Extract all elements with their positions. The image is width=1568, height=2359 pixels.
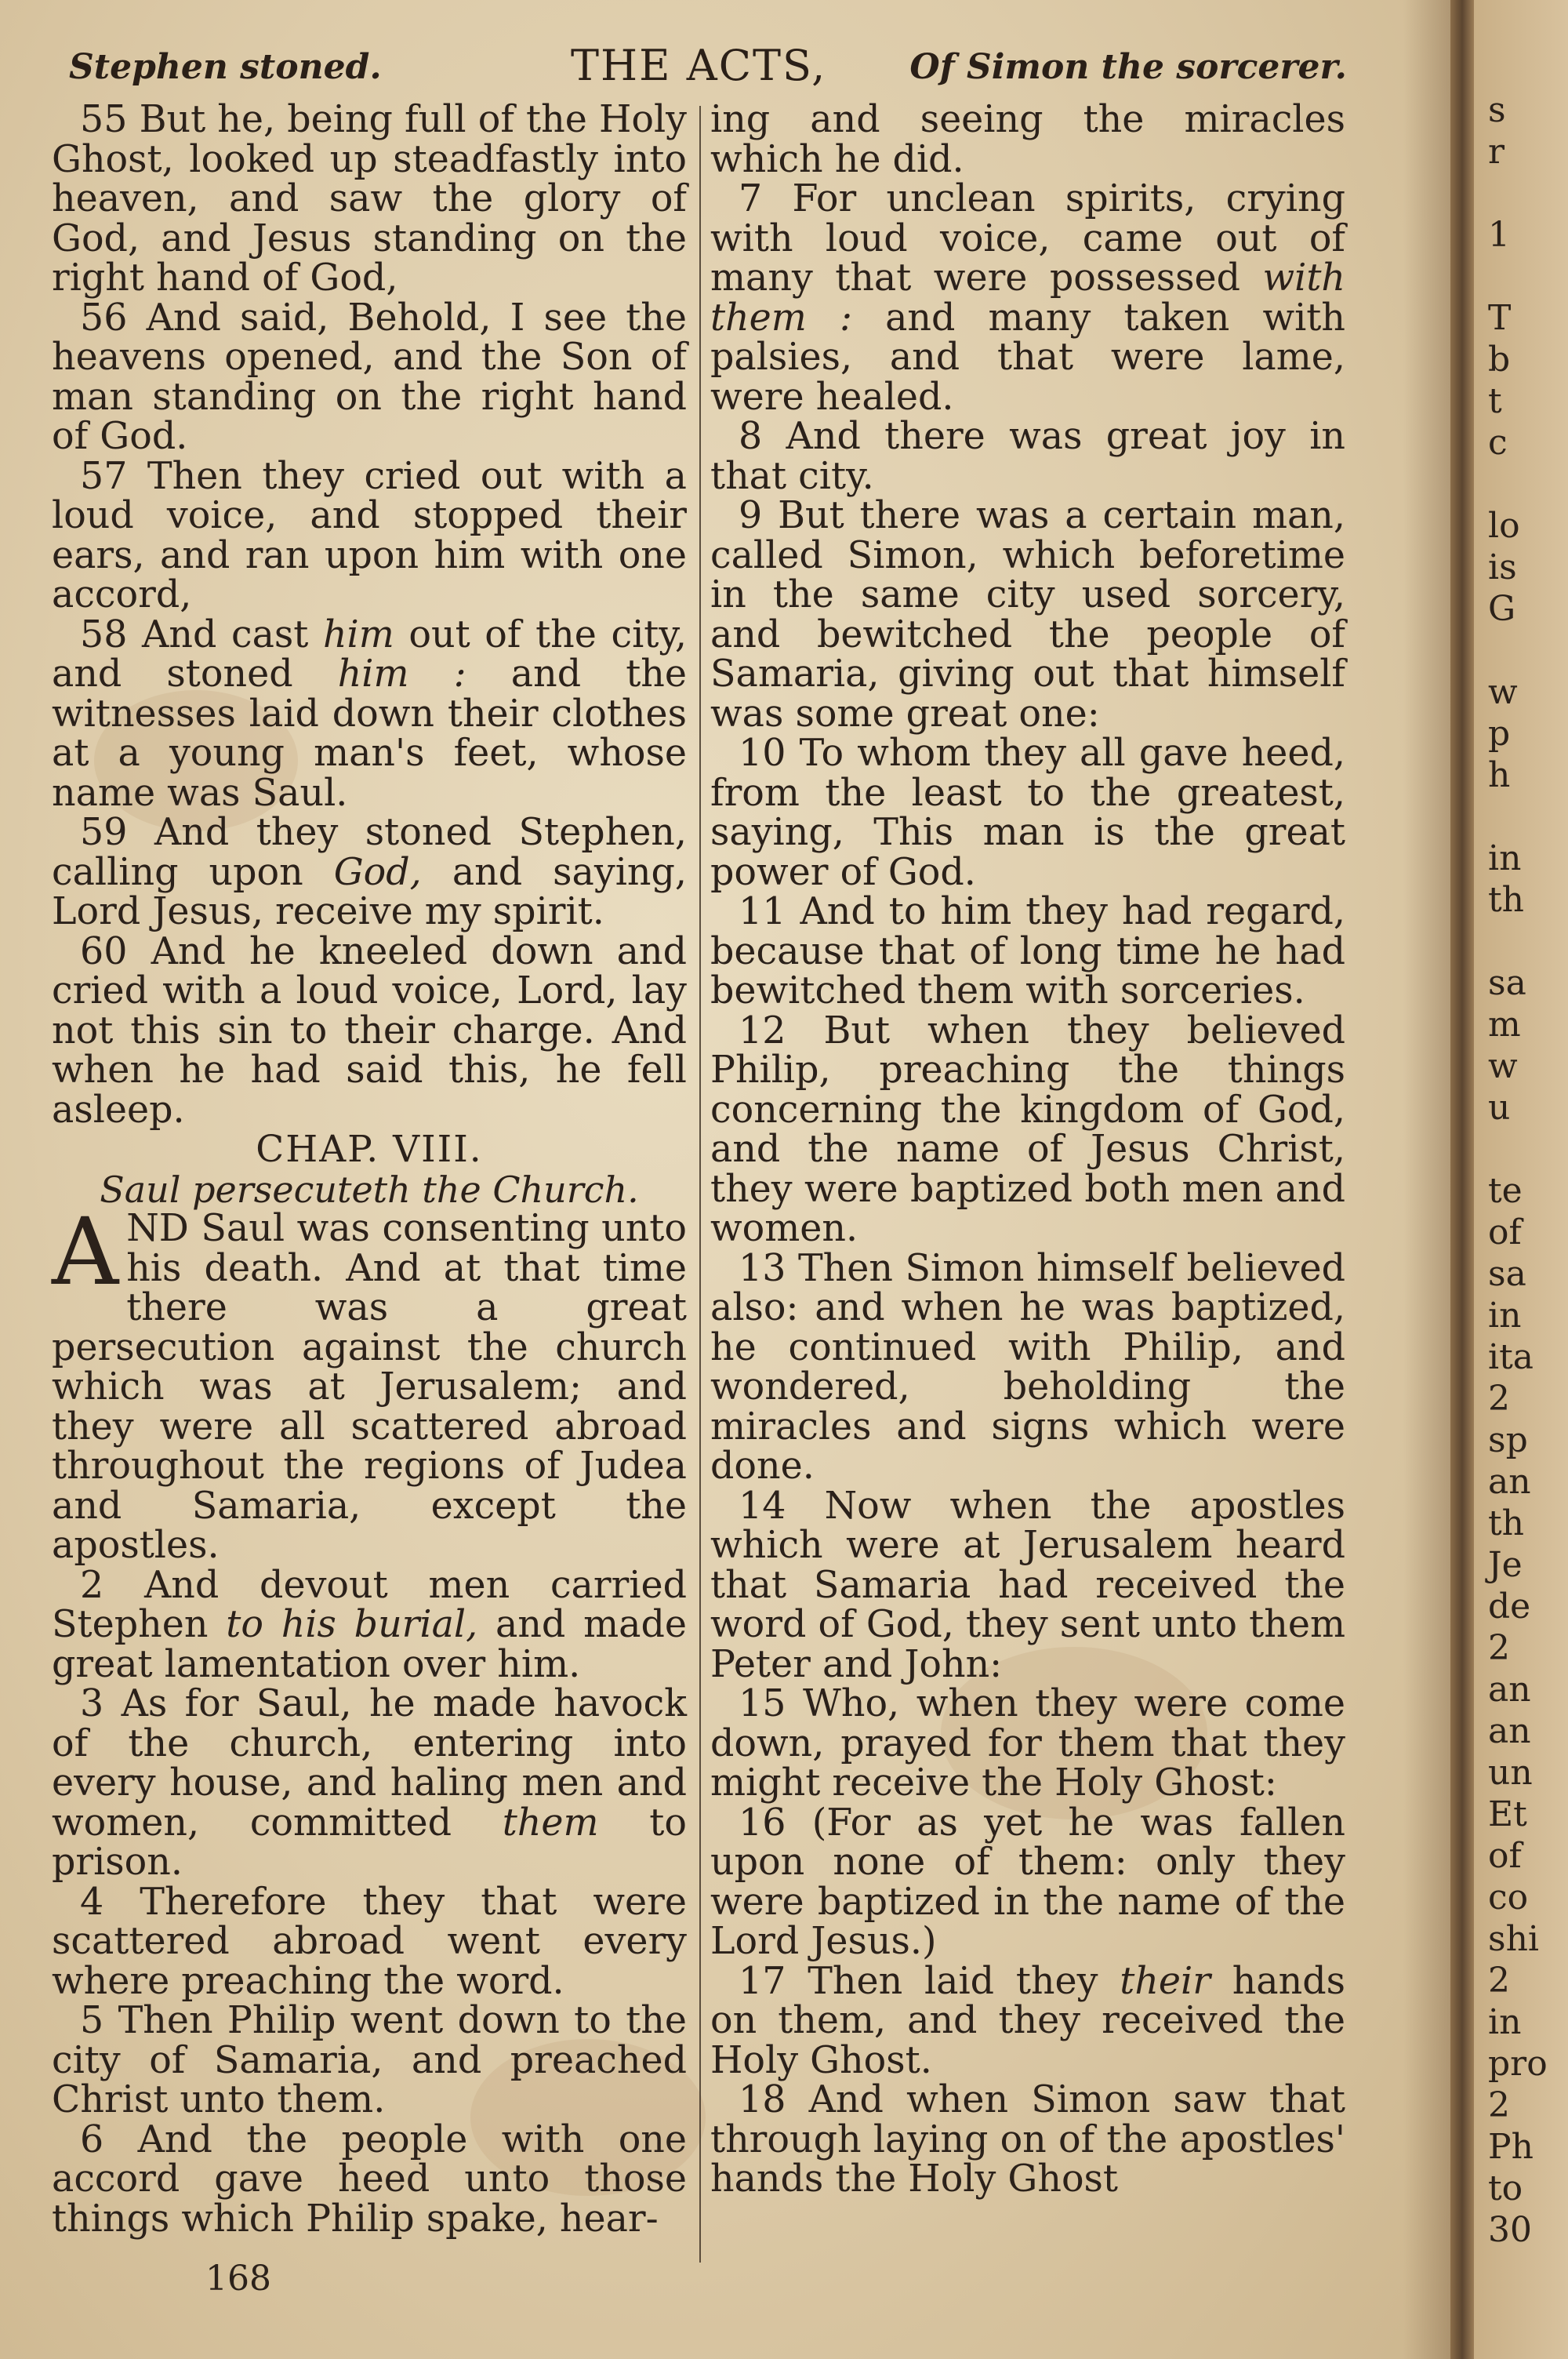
next-page-fragment: w [1488, 672, 1518, 712]
next-page-fragment: Ph [1488, 2127, 1534, 2167]
verse: 15 Who, when they were come down, prayed for them that they might receive the Holy Ghost: [710, 1682, 1345, 1805]
next-page-fragment: s [1488, 90, 1506, 130]
next-page-fragment: th [1488, 880, 1525, 920]
verse-text: and saying, Lord Jesus, receive my spirit. [52, 850, 687, 933]
header-right: Of Simon the sorcerer. [909, 47, 1347, 87]
next-page-fragment: Et [1488, 1794, 1527, 1834]
verse: 6 And the people with one accord gave heed unto those things which Philip spake, hear- [52, 2117, 687, 2241]
next-page-fragment: T [1488, 298, 1512, 338]
next-page-fragment: lo [1488, 506, 1520, 546]
verse-text: 58 And cast [80, 612, 323, 656]
verse-text: out of the city, and stoned [52, 612, 687, 696]
left-column [52, 100, 687, 2239]
next-page-fragment: in [1488, 1296, 1522, 1336]
next-page-fragment: un [1488, 1753, 1533, 1793]
verse [52, 1682, 687, 1884]
verse-italic: their [1120, 1959, 1210, 2003]
next-page-fragment: c [1488, 423, 1508, 463]
running-header [69, 41, 1347, 93]
next-page-fragment: te [1488, 1171, 1523, 1211]
verse-text: hands on them, and they received the Holy Ghost. [710, 1959, 1345, 2082]
next-page-fragment: an [1488, 1462, 1531, 1502]
next-page-fragment: an [1488, 1711, 1531, 1751]
next-page-fragment: u [1488, 1088, 1511, 1128]
verse: 60 And he kneeled down and cried with a loud voice, Lord, lay not this sin to their charge. And when he had said this, he fell asleep. [52, 929, 687, 1132]
next-page-fragment: is [1488, 547, 1517, 587]
next-page-edge [1474, 0, 1568, 2359]
verse-italic: God, [333, 850, 422, 894]
next-page-fragment: sa [1488, 963, 1526, 1003]
next-page-fragment: to [1488, 2168, 1523, 2208]
next-page-fragment: t [1488, 381, 1502, 421]
chapter-first-verse [52, 1198, 687, 1567]
next-page-fragment: 2 [1488, 1628, 1510, 1668]
next-page-fragment: 30 [1488, 2210, 1532, 2250]
verse [52, 1563, 687, 1686]
verse-text: ND Saul was consenting unto his death. And at that time there was a great persecution against the church which was at Jerusalem; and they were all scattered abroad throughout the regions of Judea and Samaria, except the apostles. [52, 1207, 687, 1567]
column-rule [699, 106, 701, 2263]
verse: 8 And there was great joy in that city. [710, 415, 1345, 498]
next-page-fragment: ita [1488, 1337, 1534, 1377]
next-page-fragment: m [1488, 1005, 1521, 1045]
verse: 16 (For as yet he was fallen upon none of them: only they were baptized in the name of the Lord Jesus.) [710, 1801, 1345, 1963]
next-page-fragment: b [1488, 340, 1511, 380]
verse-italic: him [322, 612, 394, 656]
next-page-fragment: 2 [1488, 1379, 1510, 1419]
verse-italic: them [502, 1801, 599, 1845]
drop-cap: A [52, 1198, 119, 1306]
next-page-fragment: G [1488, 589, 1516, 629]
verse-text: and many taken with palsies, and that were lame, were healed. [710, 296, 1345, 419]
verse-text: to prison. [52, 1801, 687, 1884]
next-page-fragment: de [1488, 1587, 1531, 1627]
verse-text: 2 And devout men carried Stephen [52, 1563, 687, 1646]
right-column [710, 100, 1345, 2200]
verse-italic: to his burial, [226, 1603, 478, 1646]
verse [710, 1959, 1345, 2082]
next-page-fragment: 2 [1488, 1961, 1510, 2001]
next-page-fragment: p [1488, 714, 1511, 754]
verse: 9 But there was a certain man, called Simon, which beforetime in the same city used sorcery, and bewitched the people of Samaria, giving out that himself was some great one: [710, 494, 1345, 736]
verse: 14 Now when the apostles which were at Jerusalem heard that Samaria had received the word of God, they sent unto them Peter and John: [710, 1484, 1345, 1686]
next-page-fragment: 2 [1488, 2085, 1510, 2125]
header-book-title: THE ACTS, [571, 41, 827, 90]
verse: 12 But when they believed Philip, preaching the things concerning the kingdom of God, and the name of Jesus Christ, they were baptized both men and women. [710, 1009, 1345, 1250]
chapter-heading: CHAP. VIII. [256, 1128, 483, 1171]
chapter-summary: Saul persecuteth the Church. [100, 1168, 639, 1211]
next-page-fragment: sa [1488, 1254, 1526, 1294]
verse: 18 And when Simon saw that through laying on of the apostles' hands the Holy Ghost [710, 2078, 1345, 2201]
verse: 11 And to him they had regard, because that of long time he had bewitched them with sorceries. [710, 890, 1345, 1012]
verse: 56 And said, Behold, I see the heavens opened, and the Son of man standing on the right hand of God. [52, 296, 687, 458]
verse-text: 17 Then laid they [739, 1959, 1120, 2003]
verse: 4 Therefore they that were scattered abroad went every where preaching the word. [52, 1880, 687, 2003]
verse: 5 Then Philip went down to the city of Samaria, and preached Christ unto them. [52, 1999, 687, 2121]
verse-text: 59 And they stoned Stephen, calling upon [52, 811, 687, 894]
verse: 55 But he, being full of the Holy Ghost, looked up steadfastly into heaven, and saw the glory of God, and Jesus standing on the right hand of God, [52, 98, 687, 300]
verse-italic: with them : [710, 256, 1345, 340]
verse [710, 177, 1345, 419]
next-page-fragment: in [1488, 2002, 1522, 2042]
next-page-fragment: co [1488, 1877, 1529, 1917]
next-page-fragment: of [1488, 1836, 1522, 1876]
next-page-fragment: of [1488, 1212, 1522, 1252]
verse: 10 To whom they all gave heed, from the least to the greatest, saying, This man is the great power of God. [710, 732, 1345, 894]
next-page-fragment: pro [1488, 2044, 1548, 2084]
next-page-fragment: h [1488, 755, 1511, 795]
verse: 13 Then Simon himself believed also: and when he was baptized, he continued with Philip, and wondered, beholding the miracles and signs which were done. [710, 1246, 1345, 1488]
next-page-fragment: th [1488, 1503, 1525, 1543]
page-number: 168 [205, 2259, 271, 2299]
verse-text: 7 For unclean spirits, crying with loud voice, came out of many that were possessed [710, 177, 1345, 300]
verse-text: and made great lamentation over him. [52, 1603, 687, 1686]
verse-text: and the witnesses laid down their clothes at a young man's feet, whose name was Saul. [52, 652, 688, 815]
verse: 57 Then they cried out with a loud voice, and stopped their ears, and ran upon him with one accord, [52, 454, 687, 616]
next-page-fragment: in [1488, 838, 1522, 878]
next-page-fragment: r [1488, 132, 1505, 172]
book-gutter [1450, 0, 1474, 2359]
next-page-fragment: sp [1488, 1420, 1528, 1460]
next-page-fragment: w [1488, 1046, 1518, 1086]
verse [52, 612, 688, 815]
next-page-fragment: Je [1488, 1545, 1523, 1585]
next-page-fragment: an [1488, 1670, 1531, 1710]
verse-continuation: ing and seeing the miracles which he did. [710, 98, 1345, 181]
next-page-fragment: 1 [1488, 215, 1510, 255]
header-left: Stephen stoned. [69, 47, 382, 87]
verse-text: 3 As for Saul, he made havock of the church, entering into every house, and haling men and women, committed [52, 1682, 687, 1845]
verse-italic: him : [337, 652, 466, 696]
verse [52, 813, 687, 932]
next-page-fragment: shi [1488, 1919, 1539, 1959]
